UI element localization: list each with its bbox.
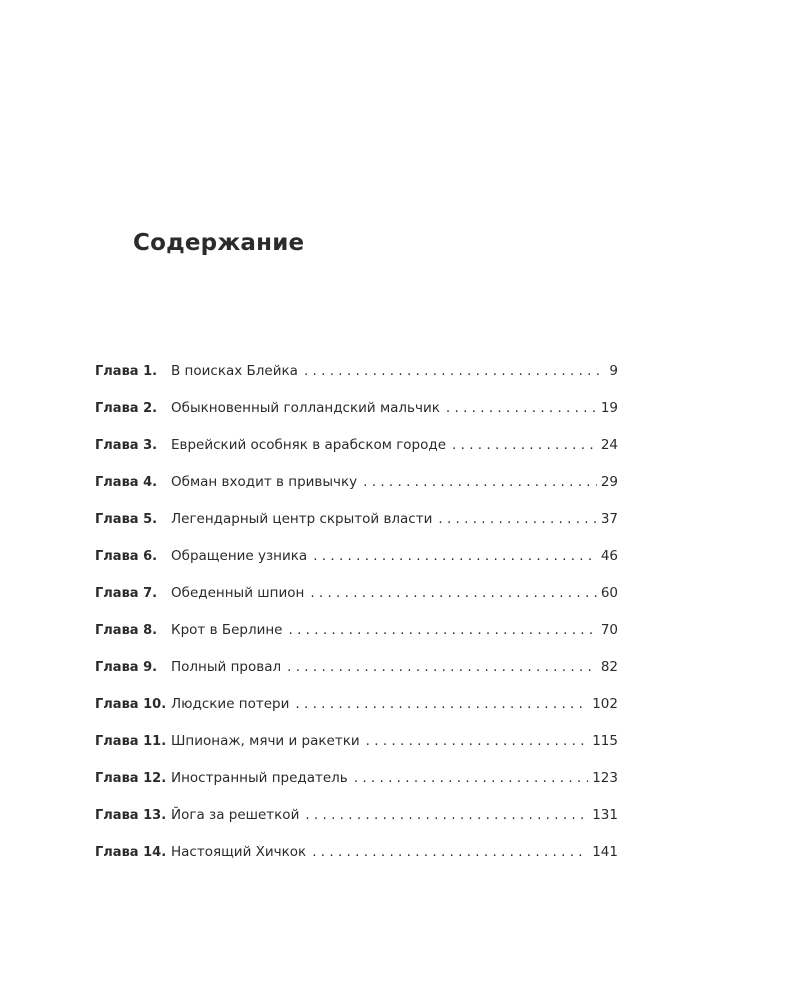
page-number: 29 <box>600 474 618 490</box>
toc-entry-chapter-1 <box>95 357 618 394</box>
chapter-title: В поисках Блейка <box>171 363 298 379</box>
page-number: 82 <box>600 659 618 675</box>
toc-entry-chapter-5 <box>95 505 618 542</box>
dot-leader <box>287 653 597 681</box>
page-number: 123 <box>592 770 618 786</box>
page-number: 24 <box>600 437 618 453</box>
page-number: 9 <box>609 363 618 379</box>
dot-leader <box>310 579 597 607</box>
chapter-label: Глава 11. <box>95 734 167 749</box>
toc-entry-chapter-11 <box>95 727 618 764</box>
toc-entry-chapter-8 <box>95 616 618 653</box>
chapter-title: Шпионаж, мячи и ракетки <box>171 733 360 749</box>
chapter-label: Глава 10. <box>95 697 167 712</box>
dot-leader <box>366 727 589 755</box>
toc-entry-chapter-14 <box>95 838 618 875</box>
toc-entry-chapter-13 <box>95 801 618 838</box>
chapter-title: Легендарный центр скрытой власти <box>171 511 433 527</box>
chapter-label: Глава 1. <box>95 364 158 379</box>
chapter-title: Обман входит в привычку <box>171 474 358 490</box>
page-number: 141 <box>592 844 618 860</box>
chapter-title: Обеденный шпион <box>171 585 305 601</box>
toc-entry-chapter-7 <box>95 579 618 616</box>
page-number: 19 <box>600 400 618 416</box>
dot-leader <box>452 431 597 459</box>
chapter-title: Настоящий Хичкок <box>171 844 307 860</box>
chapter-label: Глава 3. <box>95 438 158 453</box>
dot-leader <box>354 764 588 792</box>
toc-entry-chapter-12 <box>95 764 618 801</box>
dot-leader <box>363 468 597 496</box>
chapter-label: Глава 2. <box>95 401 158 416</box>
dot-leader <box>312 838 588 866</box>
chapter-title: Людские потери <box>171 696 290 712</box>
chapter-title: Йога за решеткой <box>171 807 300 823</box>
dot-leader <box>446 394 597 422</box>
chapter-label: Глава 7. <box>95 586 158 601</box>
toc-entry-chapter-9 <box>95 653 618 690</box>
page-number: 37 <box>600 511 618 527</box>
chapter-label: Глава 5. <box>95 512 158 527</box>
dot-leader <box>305 801 588 829</box>
toc-entry-chapter-10 <box>95 690 618 727</box>
chapter-label: Глава 4. <box>95 475 158 490</box>
page-number: 70 <box>600 622 618 638</box>
toc-entry-chapter-3 <box>95 431 618 468</box>
toc-entry-chapter-6 <box>95 542 618 579</box>
table-of-contents <box>95 357 618 875</box>
page-number: 46 <box>600 548 618 564</box>
chapter-label: Глава 14. <box>95 845 167 860</box>
page-number: 60 <box>600 585 618 601</box>
chapter-label: Глава 9. <box>95 660 158 675</box>
chapter-title: Крот в Берлине <box>171 622 283 638</box>
page-number: 102 <box>592 696 618 712</box>
page-number: 131 <box>592 807 618 823</box>
chapter-label: Глава 13. <box>95 808 167 823</box>
dot-leader <box>438 505 596 533</box>
page-number: 115 <box>592 733 618 749</box>
chapter-label: Глава 8. <box>95 623 158 638</box>
dot-leader <box>304 357 605 385</box>
chapter-label: Глава 6. <box>95 549 158 564</box>
dot-leader <box>289 616 597 644</box>
page-title: Содержание <box>133 230 305 256</box>
chapter-title: Полный провал <box>171 659 282 675</box>
chapter-title: Еврейский особняк в арабском городе <box>171 437 447 453</box>
toc-entry-chapter-2 <box>95 394 618 431</box>
chapter-label: Глава 12. <box>95 771 167 786</box>
toc-entry-chapter-4 <box>95 468 618 505</box>
chapter-title: Иностранный предатель <box>171 770 348 786</box>
dot-leader <box>313 542 597 570</box>
chapter-title: Обращение узника <box>171 548 308 564</box>
dot-leader <box>295 690 588 718</box>
chapter-title: Обыкновенный голландский мальчик <box>171 400 440 416</box>
